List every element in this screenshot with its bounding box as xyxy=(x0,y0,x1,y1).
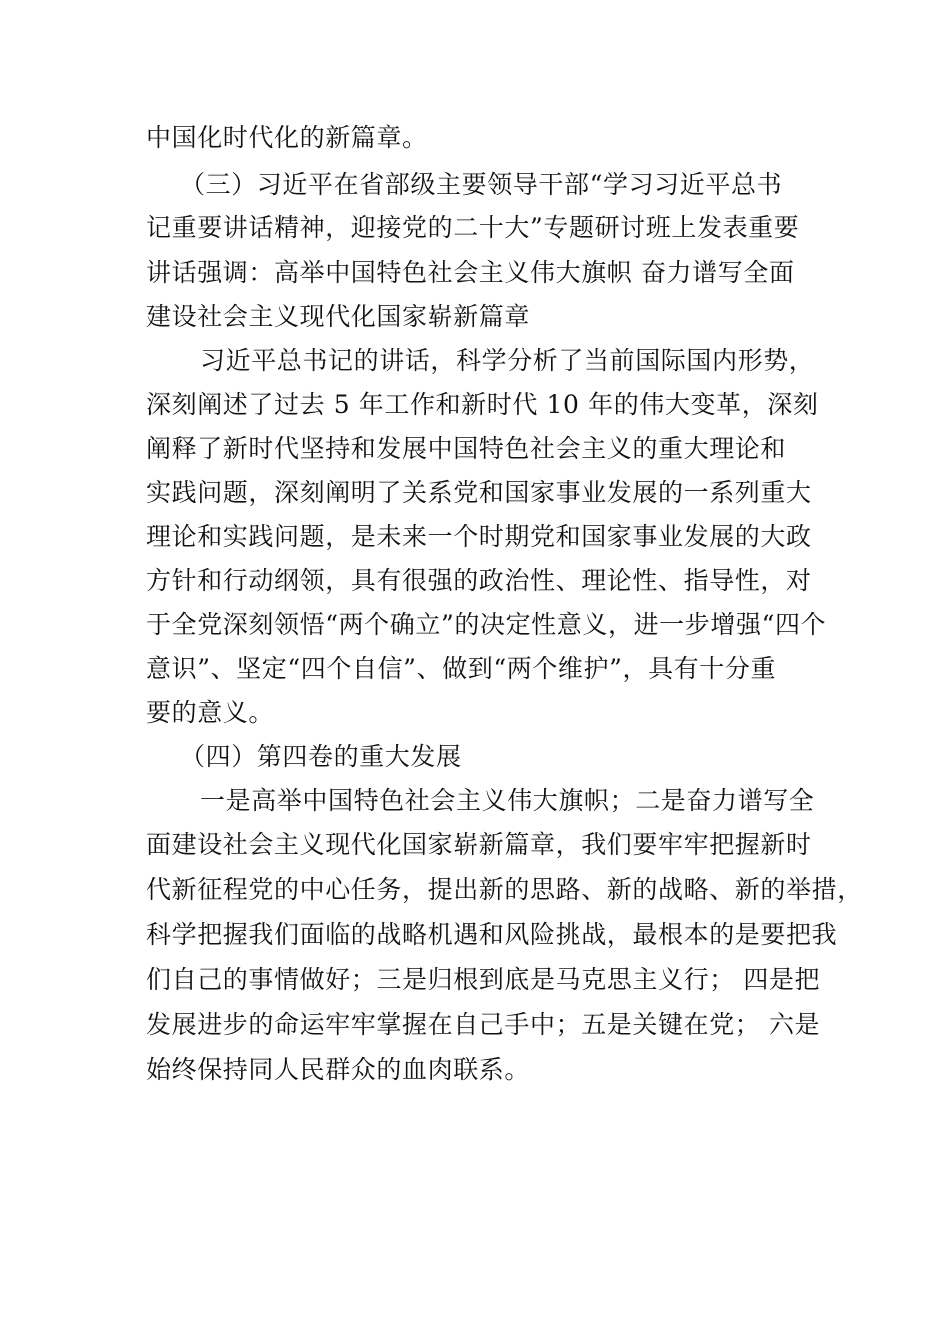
text-line-13: 意识”、坚定“四个自信”、做到“两个维护”，具有十分重 xyxy=(146,654,777,683)
text-line-18: 代新征程党的中心任务，提出新的思路、新的战略、新的举措， xyxy=(146,875,863,904)
text-line-22: 始终保持同人民群众的血肉联系。 xyxy=(146,1055,531,1084)
text-line-3: 记重要讲话精神，迎接党的二十大”专题研讨班上发表重要 xyxy=(146,213,800,242)
text-line-7: 深刻阐述了过去 5 年工作和新时代 10 年的伟大变革，深刻 xyxy=(146,390,819,419)
section-heading-3: （三）习近平在省部级主要领导干部“学习习近平总书 xyxy=(180,170,783,199)
text-line-8: 阐释了新时代坚持和发展中国特色社会主义的重大理论和 xyxy=(146,434,787,463)
text-line-4: 讲话强调：高举中国特色社会主义伟大旗帜 奋力谱写全面 xyxy=(146,258,795,287)
text-line-21: 发展进步的命运牢牢掌握在自己手中；五是关键在党； 六是 xyxy=(146,1010,821,1039)
text-line-20: 们自己的事情做好；三是归根到底是马克思主义行； 四是把 xyxy=(146,965,821,994)
paragraph-start-1: 习近平总书记的讲话，科学分析了当前国际国内形势， xyxy=(200,346,815,375)
text-line-1: 中国化时代化的新篇章。 xyxy=(146,123,428,152)
text-line-11: 方针和行动纲领，具有很强的政治性、理论性、指导性，对 xyxy=(146,566,812,595)
text-line-9: 实践问题，深刻阐明了关系党和国家事业发展的一系列重大 xyxy=(146,478,812,507)
paragraph-start-2: 一是高举中国特色社会主义伟大旗帜；二是奋力谱写全 xyxy=(200,786,815,815)
text-line-12: 于全党深刻领悟“两个确立”的决定性意义，进一步增强“四个 xyxy=(146,610,827,639)
section-heading-4: （四）第四卷的重大发展 xyxy=(180,742,462,771)
text-line-14: 要的意义。 xyxy=(146,698,275,727)
text-line-5: 建设社会主义现代化国家崭新篇章 xyxy=(146,302,531,331)
text-line-19: 科学把握我们面临的战略机遇和风险挑战，最根本的是要把我 xyxy=(146,920,838,949)
text-line-17: 面建设社会主义现代化国家崭新篇章，我们要牢牢把握新时 xyxy=(146,830,812,859)
text-line-10: 理论和实践问题，是未来一个时期党和国家事业发展的大政 xyxy=(146,522,812,551)
